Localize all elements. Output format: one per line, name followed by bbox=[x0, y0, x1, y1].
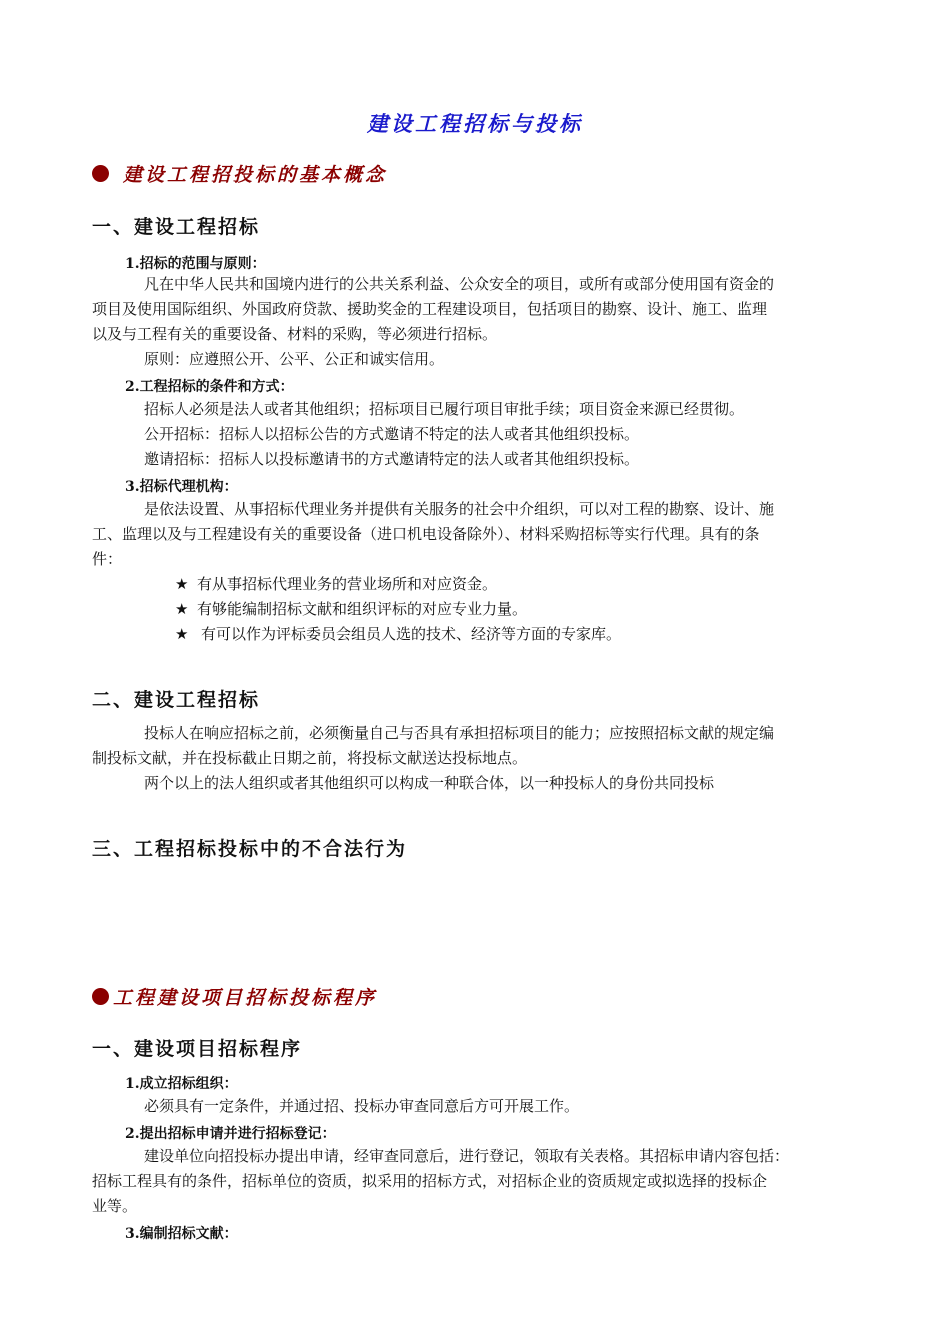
section-heading-4: 一、建设项目招标程序 bbox=[92, 1038, 303, 1060]
item-label-documents: 3.编制招标文献： bbox=[125, 1226, 238, 1242]
item-label-apply: 2.提出招标申请并进行招标登记： bbox=[125, 1126, 336, 1142]
paragraph-line: 两个以上的法人组织或者其他组织可以构成一种联合体，以一种投标人的身份共同投标 bbox=[144, 774, 715, 792]
star-item-text: 有可以作为评标委员会组员人选的技术、经济等方面的专家库。 bbox=[201, 625, 622, 643]
part2-heading bbox=[92, 983, 377, 1010]
page-title: 建设工程招标与投标 bbox=[367, 111, 583, 136]
bullet-dot-icon bbox=[92, 165, 109, 182]
paragraph-line: 招标人必须是法人或者其他组织；招标项目已履行项目审批手续；项目资金来源已经贯彻。 bbox=[144, 400, 745, 418]
paragraph-line: 凡在中华人民共和国境内进行的公共关系利益、公众安全的项目，或所有或部分使用国有资金的 bbox=[144, 275, 775, 293]
star-item-text: 有从事招标代理业务的营业场所和对应资金。 bbox=[197, 575, 498, 593]
bullet-dot-icon bbox=[92, 988, 109, 1005]
paragraph-line: 是依法设置、从事招标代理业务并提供有关服务的社会中介组织，可以对工程的勘察、设计、施 bbox=[144, 500, 775, 518]
paragraph-line: 工、监理以及与工程建设有关的重要设备（进口机电设备除外）、材料采购招标等实行代理。具有的条 bbox=[92, 525, 760, 543]
section-heading-1: 一、建设工程招标 bbox=[92, 216, 261, 238]
item-label-scope: 1.招标的范围与原则： bbox=[125, 256, 266, 272]
item-label-agency: 3.招标代理机构： bbox=[125, 479, 238, 495]
paragraph-line: 邀请招标：招标人以投标邀请书的方式邀请特定的法人或者其他组织投标。 bbox=[144, 450, 640, 468]
paragraph-line: 必须具有一定条件，并通过招、投标办审查同意后方可开展工作。 bbox=[144, 1097, 580, 1115]
item-label-organize: 1.成立招标组织： bbox=[125, 1076, 238, 1092]
star-icon: ★ bbox=[175, 575, 189, 593]
star-list-item bbox=[175, 597, 527, 622]
paragraph-line: 以及与工程有关的重要设备、材料的采购，等必须进行招标。 bbox=[92, 325, 498, 343]
section-heading-3: 三、工程招标投标中的不合法行为 bbox=[92, 838, 408, 860]
item-label-conditions: 2.工程招标的条件和方式： bbox=[125, 379, 294, 395]
paragraph-line: 投标人在响应招标之前，必须衡量自己与否具有承担招标项目的能力；应按照招标文献的规定编 bbox=[144, 724, 775, 742]
paragraph-line: 项目及使用国际组织、外国政府贷款、援助奖金的工程建设项目，包括项目的勘察、设计、施工、监理 bbox=[92, 300, 768, 318]
section-heading-2: 二、建设工程招标 bbox=[92, 689, 261, 711]
paragraph-line: 招标工程具有的条件，招标单位的资质，拟采用的招标方式，对招标企业的资质规定或拟选择的投标企 bbox=[92, 1172, 768, 1190]
paragraph-line: 原则：应遵照公开、公平、公正和诚实信用。 bbox=[144, 350, 445, 368]
paragraph-line: 件： bbox=[92, 550, 123, 568]
star-list-item bbox=[175, 622, 621, 647]
star-list-item bbox=[175, 572, 497, 597]
part1-heading bbox=[92, 160, 387, 187]
star-icon: ★ bbox=[175, 625, 189, 643]
part1-heading-text: 建设工程招投标的基本概念 bbox=[123, 164, 388, 186]
paragraph-line: 制投标文献，并在投标截止日期之前，将投标文献送达投标地点。 bbox=[92, 749, 528, 767]
paragraph-line: 建设单位向招投标办提出申请，经审查同意后，进行登记，领取有关表格。其招标申请内容包括： bbox=[144, 1147, 790, 1165]
part2-heading-text: 工程建设项目招标投标程序 bbox=[113, 987, 378, 1009]
star-icon: ★ bbox=[175, 600, 189, 618]
paragraph-line: 业等。 bbox=[92, 1197, 138, 1215]
star-item-text: 有够能编制招标文献和组织评标的对应专业力量。 bbox=[197, 600, 528, 618]
paragraph-line: 公开招标：招标人以招标公告的方式邀请不特定的法人或者其他组织投标。 bbox=[144, 425, 640, 443]
